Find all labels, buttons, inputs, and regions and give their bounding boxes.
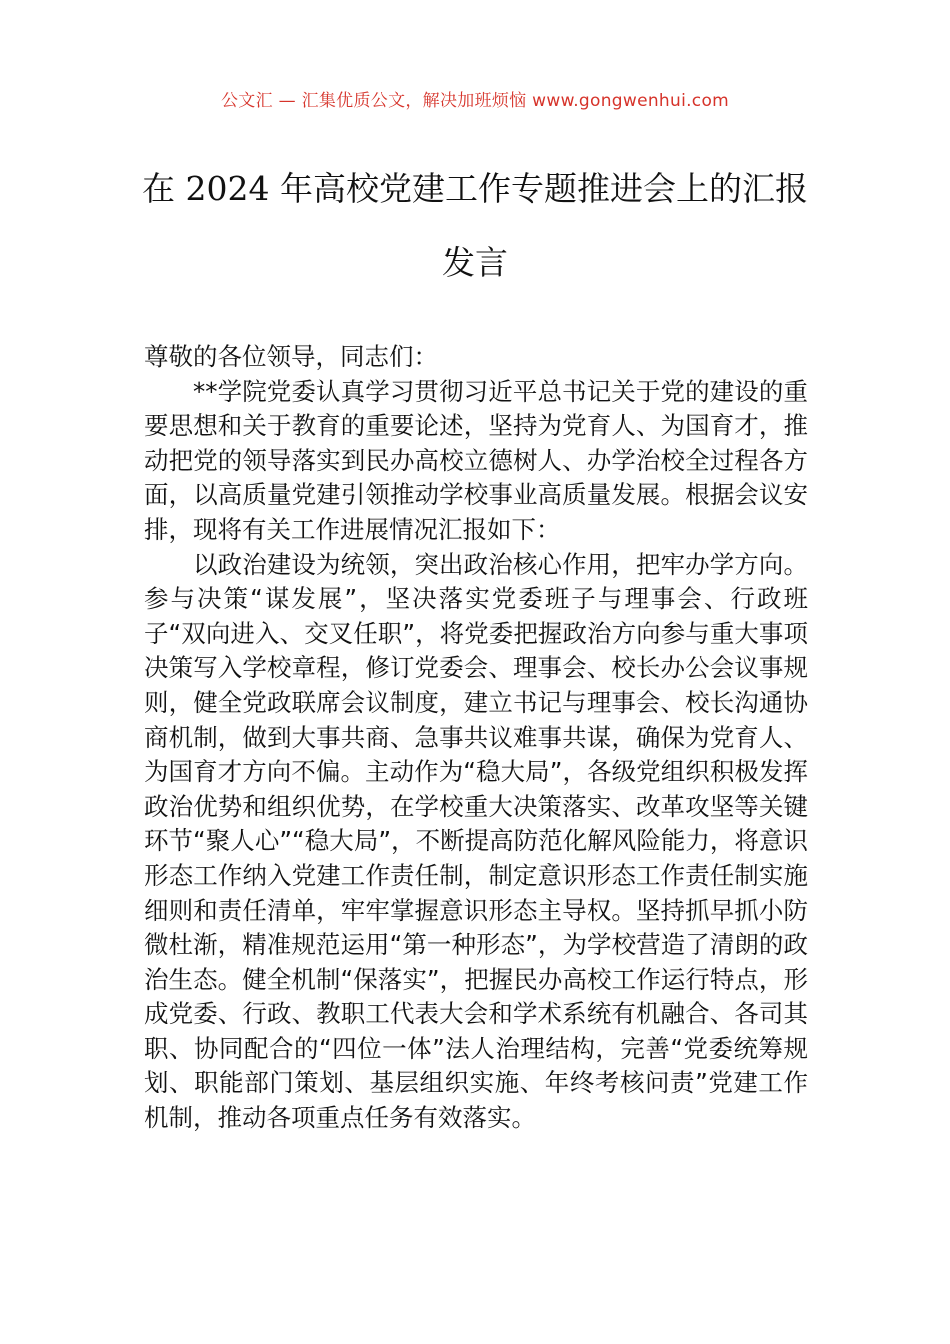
salutation: 尊敬的各位领导，同志们： xyxy=(144,342,438,371)
header-banner: 公文汇 — 汇集优质公文，解决加班烦恼 www.gongwenhui.com xyxy=(220,91,730,111)
paragraph-intro: **学院党委认真学习贯彻习近平总书记关于党的建设的重要思想和关于教育的重要论述，坚持为党育人、为国育才，推动把党的领导落实到民办高校立德树人、办学治校全过程各方面，以高质量党建引领推动学校事业高质量发展。根据会议安排，现将有关工作进展情况汇报如下： xyxy=(144,376,808,544)
document-body xyxy=(144,340,808,1136)
document-title: 在 2024 年高校党建工作专题推进会上的汇报发言 xyxy=(142,169,808,282)
paragraph-political-construction: 以政治建设为统领，突出政治核心作用，把牢办学方向。参与决策“谋发展”，坚决落实党委班子与理事会、行政班子“双向进入、交叉任职”，将党委把握政治方向参与重大事项决策写入学校章程，修订党委会、理事会、校长办公会议事规则，健全党政联席会议制度，建立书记与理事会、校长沟通协商机制，做到大事共商、急事共议难事共谋，确保为党育人、为国育才方向不偏。主动作为“稳大局”，各级党组织积极发挥政治优势和组织优势，在学校重大决策落实、改革攻坚等关键环节“聚人心”“稳大局”，不断提高防范化解风险能力，将意识形态工作纳入党建工作责任制，制定意识形态工作责任制实施细则和责任清单，牢牢掌握意识形态主导权。坚持抓早抓小防微杜渐，精准规范运用“第一种形态”，为学校营造了清朗的政治生态。健全机制“保落实”，把握民办高校工作运行特点，形成党委、行政、教职工代表大会和学术系统有机融合、各司其职、协同配合的“四位一体”法人治理结构，完善“党委统筹规划、职能部门策划、基层组织实施、年终考核问责”党建工作机制，推动各项重点任务有效落实。 xyxy=(144,549,808,1133)
